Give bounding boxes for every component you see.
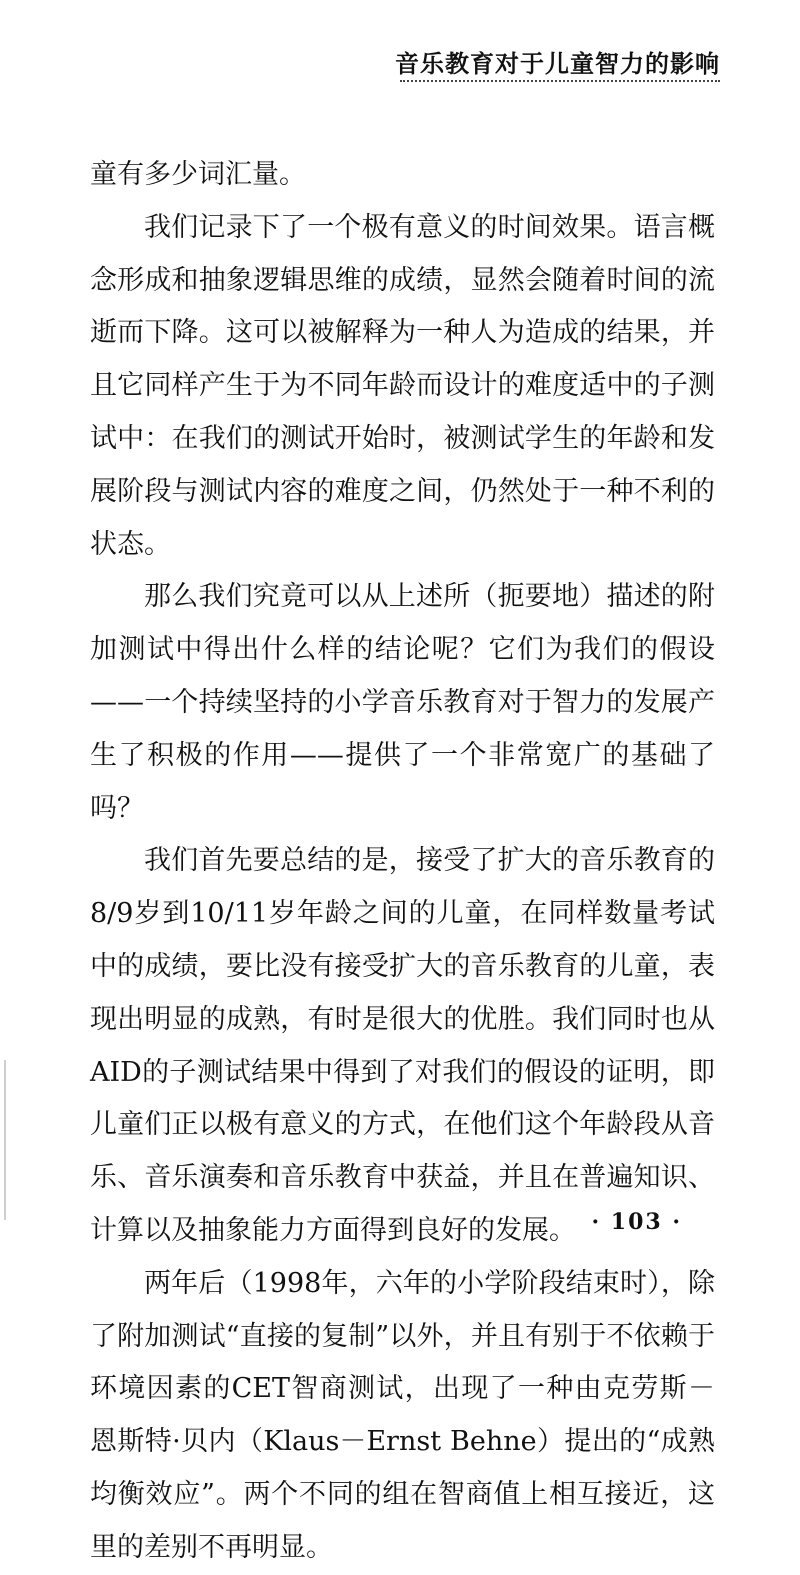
scan-edge-mark <box>4 1060 6 1220</box>
paragraph: 我们记录下了一个极有意义的时间效果。语言概念形成和抽象逻辑思维的成绩，显然会随着时间的流逝而下降。这可以被解释为一种人为造成的结果，并且它同样产生于为不同年龄而设计的难度适中的子测试中：在我们的测试开始时，被测试学生的年龄和发展阶段与测试内容的难度之间，仍然处于一种不利的状态。 <box>90 211 715 560</box>
running-header <box>60 44 720 84</box>
header-divider <box>400 80 720 82</box>
page-body <box>90 149 715 1575</box>
paragraph-continued: 童有多少词汇量。 <box>90 159 306 190</box>
paragraph: 两年后（1998年，六年的小学阶段结束时），除了附加测试“直接的复制”以外，并且有别于不依赖于环境因素的CET智商测试，出现了一种由克劳斯－恩斯特·贝内（Klaus－Ernst Behne）提出的“成熟均衡效应”。两个不同的组在智商值上相互接近，这里的差别不再明显。 <box>90 1267 715 1563</box>
running-title: 音乐教育对于儿童智力的影响 <box>395 50 720 78</box>
page-number: · 103 · <box>591 1209 682 1235</box>
paragraph: 我们首先要总结的是，接受了扩大的音乐教育的8/9岁到10/11岁年龄之间的儿童，在同样数量考试中的成绩，要比没有接受扩大的音乐教育的儿童，表现出明显的成熟，有时是很大的优胜。我们同时也从AID的子测试结果中得到了对我们的假设的证明，即儿童们正以极有意义的方式，在他们这个年龄段从音乐、音乐演奏和音乐教育中获益，并且在普遍知识、计算以及抽象能力方面得到良好的发展。 <box>90 845 715 1246</box>
paragraph: 那么我们究竟可以从上述所（扼要地）描述的附加测试中得出什么样的结论呢？它们为我们的假设——一个持续坚持的小学音乐教育对于智力的发展产生了积极的作用——提供了一个非常宽广的基础了吗？ <box>90 581 715 824</box>
